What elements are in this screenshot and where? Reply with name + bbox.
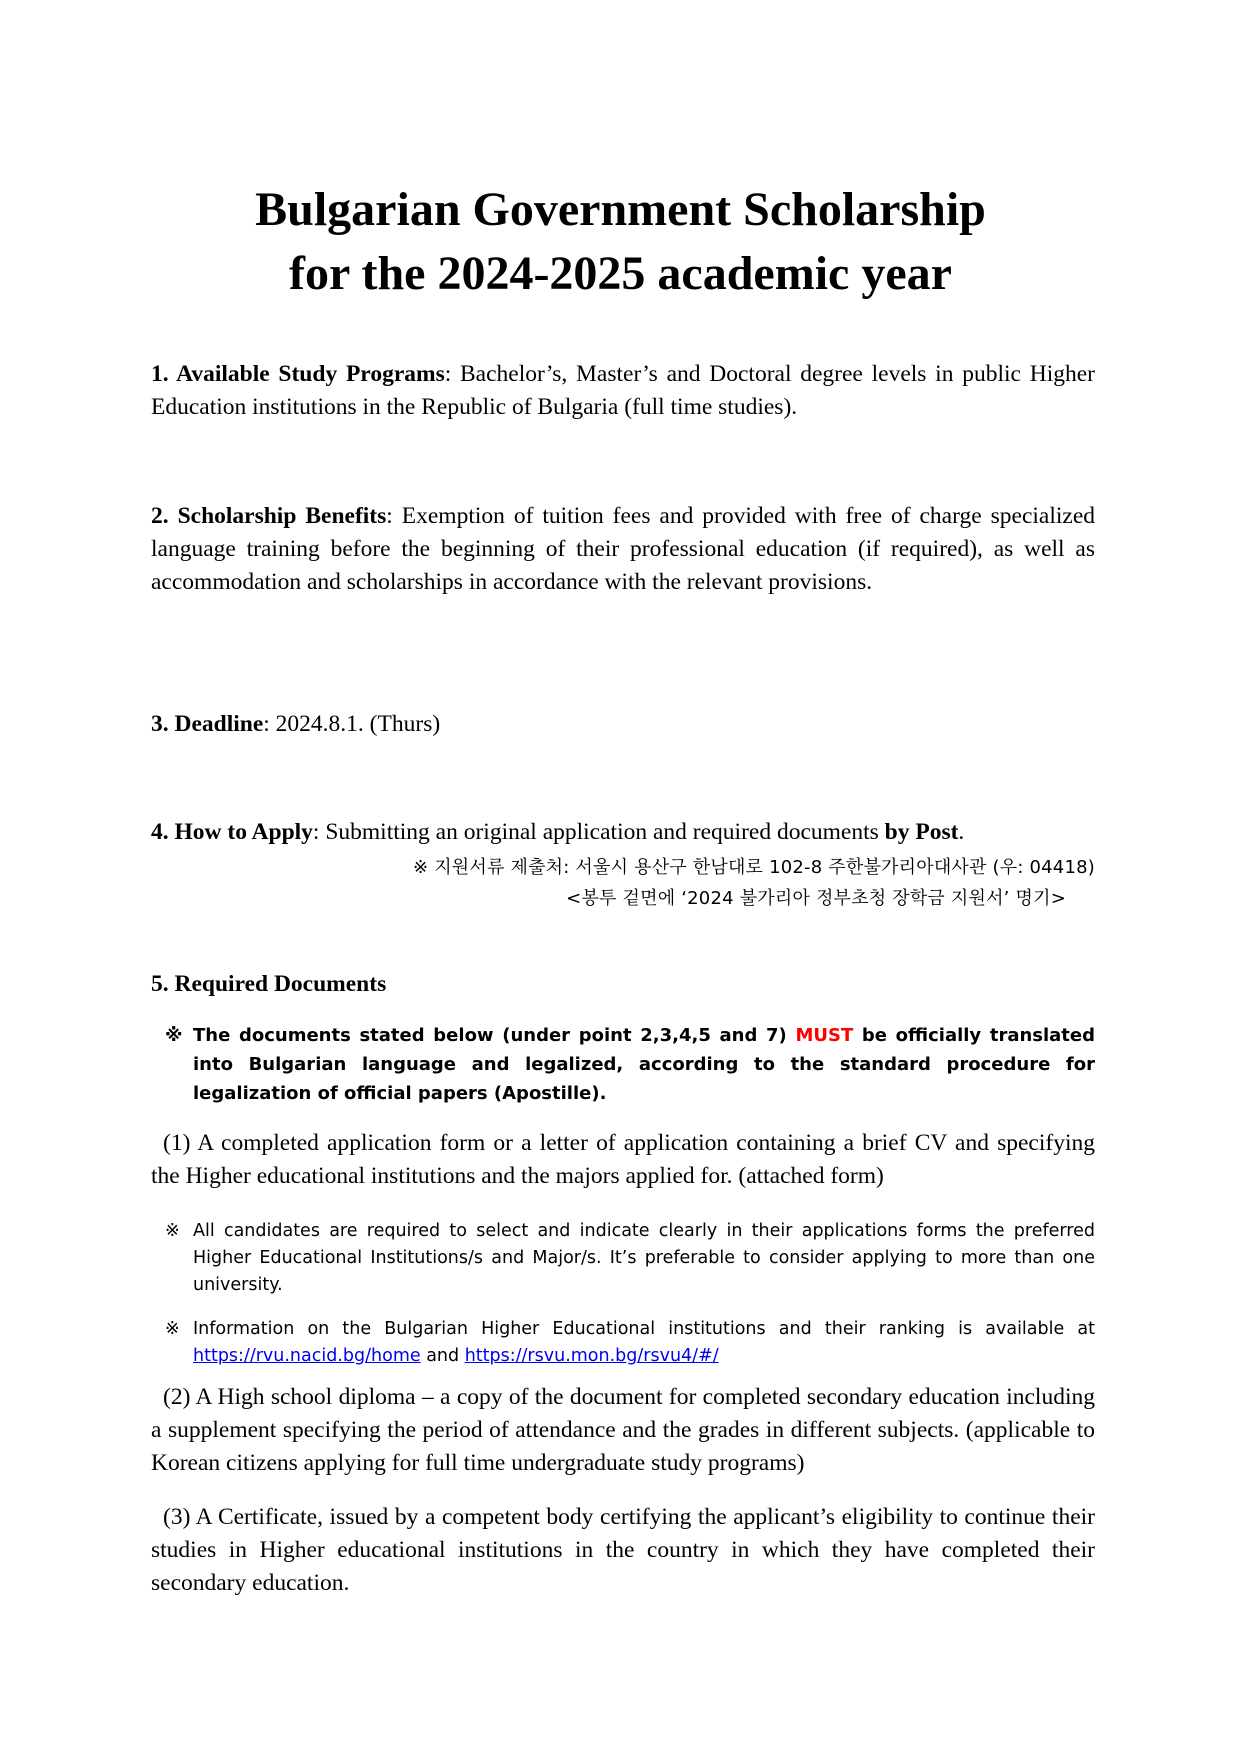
section-heading: 1. Available Study Programs [151,361,445,387]
note-text: Information on the Bulgarian Higher Educational institutions and their ranking is available at [193,1319,1095,1339]
section-study-programs [151,358,1095,424]
required-doc-item-3: (3) A Certificate, issued by a competent body certifying the applicant’s eligibility to continue their studies in Higher educational institutions in the country in which they have completed their secondary education. [151,1504,1095,1596]
reference-mark-icon: ※ [165,1025,183,1046]
must-emphasis: MUST [795,1025,854,1046]
translation-warning-note [165,1021,1095,1108]
section-heading: 5. Required Documents [151,971,387,997]
note-text: All candidates are required to select and indicate clearly in their applications forms the preferred Higher Educational Institutions/s and Major/s. It’s preferable to consider applying to more than one university. [193,1221,1095,1295]
required-doc-item-2: (2) A High school diploma – a copy of the document for completed secondary education including a supplement specifying the period of attendance and the grades in different subjects. (applicable to Korean citizens applying for full time undergraduate study programs) [151,1384,1095,1476]
section-heading: 2. Scholarship Benefits [151,503,387,529]
warning-text-cont: be officially translated into Bulgarian language and legalized, according to the standard procedure for legalization of official papers (Apostille). [193,1025,1096,1104]
reference-mark-icon: ※ [165,1319,180,1339]
document-title-line1: Bulgarian Government Scholarship [255,183,986,236]
section-text: : Exemption of tuition fees and provided with free of charge specialized language training before the beginning of their professional education (if required), as well as accommodation and scholarships in accordance with the relevant provisions. [151,503,1095,595]
note-ranking-info [165,1316,1095,1370]
document-title-line2: for the 2024-2025 academic year [289,247,952,300]
section-heading: 3. Deadline [151,711,264,737]
korean-envelope-note: <봉투 겉면에 ‘2024 불가리아 정부초청 장학금 지원서’ 명기> [566,888,1066,909]
link-rsvu-mon[interactable]: https://rsvu.mon.bg/rsvu4/#/ [464,1346,719,1366]
link-rvu-nacid[interactable]: https://rvu.nacid.bg/home [193,1346,421,1366]
section-scholarship-benefits [151,500,1095,599]
section-how-to-apply [151,816,1095,849]
korean-submission-address: ※ 지원서류 제출처: 서울시 용산구 한남대로 102-8 주한불가리아대사관 (우: 04418) [413,857,1095,878]
by-post-emphasis: by Post [884,819,959,845]
section-required-documents [151,968,1095,1001]
reference-mark-icon: ※ [165,1221,180,1241]
section-heading: 4. How to Apply [151,819,313,845]
section-text-end: . [958,819,965,845]
section-text: : Submitting an original application and required documents [312,819,885,845]
required-doc-item-1: (1) A completed application form or a letter of application containing a brief CV and specifying the Higher educational institutions and the majors applied for. (attached form) [151,1130,1095,1189]
section-text: : Bachelor’s, Master’s and Doctoral degree levels in public Higher Education institutions in the Republic of Bulgaria (full time studies). [151,361,1095,420]
section-deadline [151,708,1095,741]
warning-text: The documents stated below (under point 2,3,4,5 and 7) [193,1025,796,1046]
note-select-institutions [165,1218,1095,1299]
deadline-value: : 2024.8.1. (Thurs) [263,711,441,737]
note-and: and [420,1346,465,1366]
